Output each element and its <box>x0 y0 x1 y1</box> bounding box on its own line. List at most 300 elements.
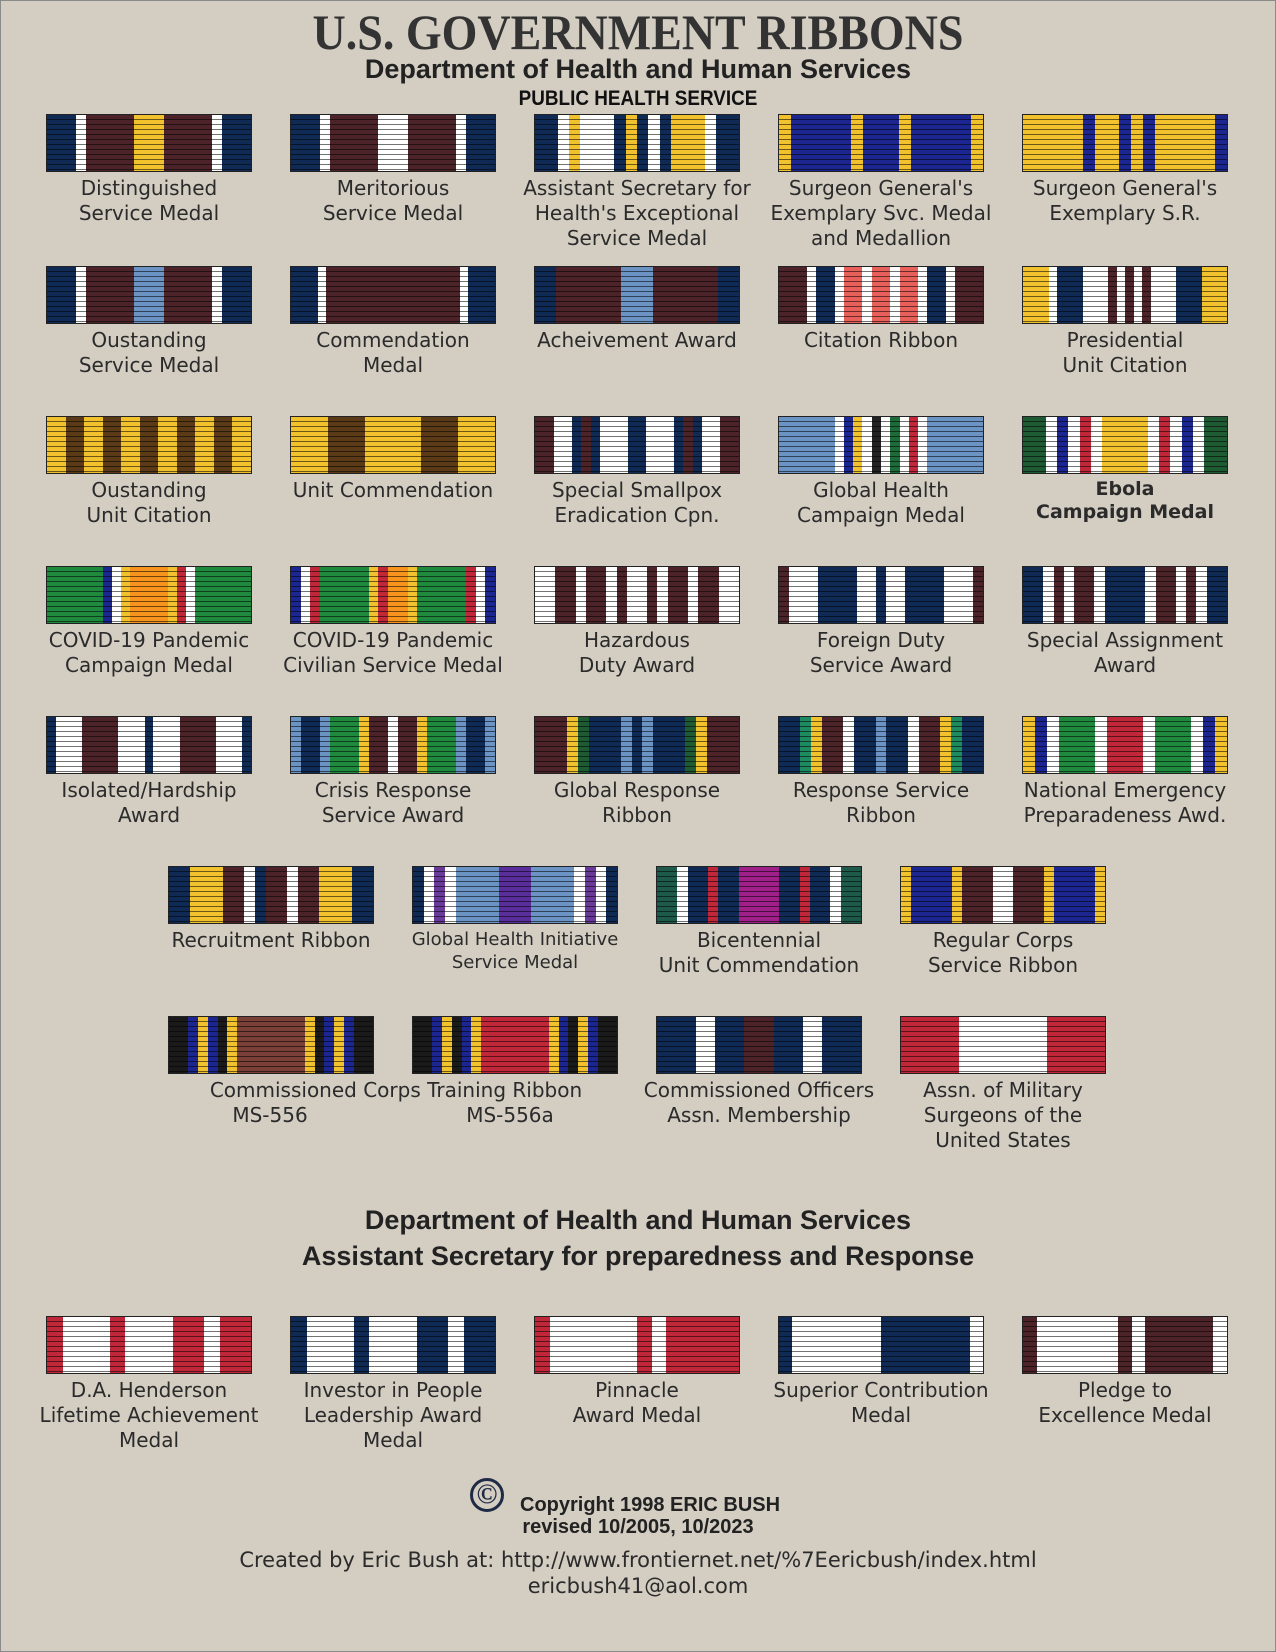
ribbon-stripe <box>237 1017 306 1073</box>
department-title: Department of Health and Human Services <box>364 54 912 84</box>
ribbon-stripe <box>1023 567 1044 623</box>
ribbon-stripe <box>962 867 993 923</box>
ribbon-stripe <box>637 1317 652 1373</box>
ribbon-caption: Crisis Response Service Award <box>314 778 472 827</box>
ribbon-stripe <box>657 1017 696 1073</box>
ribbon-response-service-ribbon <box>778 716 984 774</box>
ribbon-stripe <box>164 115 213 171</box>
ribbon-stripe <box>648 115 660 171</box>
ribbon-stripe <box>971 115 984 171</box>
ribbon-stripe <box>86 267 135 323</box>
ribbon-stripe <box>707 717 740 773</box>
ribbon-stripe <box>1143 115 1156 171</box>
ribbon-caption: Global Response Ribbon <box>553 778 721 827</box>
ribbon-stripe <box>242 717 251 773</box>
ribbon-stripe <box>901 1017 960 1073</box>
ribbon-stripe <box>589 717 622 773</box>
ribbon-stripe <box>1118 1317 1132 1373</box>
ribbon-stripe <box>535 267 557 323</box>
ribbon-stripe <box>816 267 835 323</box>
ribbon-stripe <box>499 867 532 923</box>
ribbon-stripe <box>555 567 576 623</box>
ribbon-caption: Pinnacle Award Medal <box>572 1378 702 1427</box>
ribbon-stripe <box>841 867 862 923</box>
ribbon-stripe <box>287 867 298 923</box>
ribbon-stripe <box>854 717 876 773</box>
ribbon-surgeon-general-s-exemplary-svc-medal-and-medallion <box>778 114 984 172</box>
ribbon-investor-in-people-leadership-award-medal <box>290 1316 496 1374</box>
ribbon-stripe <box>911 115 972 171</box>
ribbon-stripe <box>600 417 628 473</box>
ribbon-global-health-initiative-service-medal <box>412 866 618 924</box>
revised-text: revised 10/2005, 10/2023 <box>522 1516 754 1538</box>
ribbon-stripe <box>398 717 418 773</box>
ribbon-caption: Commissioned Officers Assn. Membership <box>643 1078 875 1127</box>
ribbon-foreign-duty-service-award <box>778 566 984 624</box>
ribbon-stripe <box>417 1317 449 1373</box>
ribbon-stripe <box>222 267 252 323</box>
ribbon-ebola-campaign-medal <box>1022 416 1228 474</box>
ribbon-stripe <box>1148 417 1160 473</box>
ribbon-stripe <box>173 1317 205 1373</box>
ribbon-stripe <box>1132 1317 1146 1373</box>
ribbon-stripe <box>822 717 844 773</box>
ribbon-stripe <box>535 115 558 171</box>
ribbon-stripe <box>688 567 699 623</box>
ribbon-stripe <box>485 567 495 623</box>
ribbon-national-emergency-preparadeness-awd <box>1022 716 1228 774</box>
ribbon-stripe <box>554 417 573 473</box>
ribbon-caption: Meritorious Service Medal <box>322 176 464 225</box>
ribbon-stripe <box>668 567 689 623</box>
ribbon-stripe <box>576 567 587 623</box>
ribbon-stripe <box>1107 717 1144 773</box>
ribbon-stripe <box>652 1317 667 1373</box>
copyright-text: Copyright 1998 ERIC BUSH <box>520 1494 781 1516</box>
ribbon-stripe <box>596 867 607 923</box>
ribbon-caption: Commendation Medal <box>316 328 470 377</box>
ribbon-stripe <box>962 717 984 773</box>
ribbon-caption: Acheivement Award <box>537 328 737 352</box>
ribbon-stripe <box>1083 267 1109 323</box>
ribbon-acheivement-award <box>534 266 740 324</box>
aspr-title-line-2: Assistant Secretary for preparedness and Response <box>301 1241 975 1271</box>
email-link[interactable]: ericbush41@aol.com <box>527 1574 749 1598</box>
ribbon-stripe <box>427 717 457 773</box>
ribbon-stripe <box>1207 567 1228 623</box>
ribbon-stripe <box>1105 567 1146 623</box>
ribbon-stripe <box>626 115 638 171</box>
ribbon-stripe <box>970 1317 983 1373</box>
ribbon-meritorious-service-medal <box>290 114 496 172</box>
ribbon-stripe <box>445 867 456 923</box>
ribbon-stripe <box>56 717 83 773</box>
ribbon-stripe <box>886 567 906 623</box>
ribbon-stripe <box>1013 867 1044 923</box>
ribbon-stripe <box>779 417 835 473</box>
ribbon-pledge-to-excellence-medal <box>1022 1316 1228 1374</box>
ribbon-presidential-unit-citation <box>1022 266 1228 324</box>
ribbon-commissioned-officers-assn-membership <box>656 1016 862 1074</box>
ribbon-stripe <box>702 417 721 473</box>
ribbon-caption: Bicentennial Unit Commendation <box>658 928 860 977</box>
ribbon-stripe <box>66 417 85 473</box>
ribbon-stripe <box>585 867 596 923</box>
ribbon-stripe <box>1151 267 1177 323</box>
ribbon-stripe <box>255 867 266 923</box>
ribbon-stripe <box>646 417 674 473</box>
ribbon-caption: Surgeon General's Exemplary S.R. <box>1032 176 1218 225</box>
ribbon-stripe <box>993 867 1014 923</box>
ribbon-oustanding-service-medal <box>46 266 252 324</box>
ribbon-citation-ribbon <box>778 266 984 324</box>
ribbon-stripe <box>158 417 177 473</box>
ribbon-stripe <box>688 867 709 923</box>
ribbon-stripe <box>307 1317 355 1373</box>
ribbon-stripe <box>417 567 466 623</box>
ribbon-stripe <box>779 717 801 773</box>
ribbon-stripe <box>1068 417 1080 473</box>
ribbon-stripe <box>789 567 819 623</box>
ribbon-stripe <box>779 1317 792 1373</box>
ribbon-caption: Presidential Unit Citation <box>1062 328 1188 377</box>
ribbon-stripe <box>214 417 233 473</box>
ribbon-stripe <box>653 717 686 773</box>
ribbon-caption: Isolated/Hardship Award <box>61 778 237 827</box>
ribbon-stripe <box>660 115 672 171</box>
ribbon-stripe <box>685 717 696 773</box>
ribbon-caption: Investor in People Leadership Award Medal <box>303 1378 483 1452</box>
ribbon-stripe <box>677 867 688 923</box>
ribbon-stripe <box>1023 115 1084 171</box>
ribbon-stripe <box>973 567 983 623</box>
ribbon-stripe <box>574 867 585 923</box>
ribbon-stripe <box>569 115 581 171</box>
ribbon-stripe <box>952 867 963 923</box>
ribbon-stripe <box>606 567 617 623</box>
ribbon-stripe <box>291 115 321 171</box>
ribbon-stripe <box>1094 567 1105 623</box>
ribbon-stripe <box>800 717 811 773</box>
ribbon-caption: Regular Corps Service Ribbon <box>927 928 1079 977</box>
ribbon-caption: Special Assignment Award <box>1026 628 1224 677</box>
ribbon-stripe <box>1074 567 1095 623</box>
ribbon-stripe <box>110 1317 126 1373</box>
ribbon-stripe <box>1131 115 1144 171</box>
ribbon-stripe <box>424 867 435 923</box>
ribbon-stripe <box>698 567 719 623</box>
ribbon-stripe <box>47 115 77 171</box>
ribbon-stripe <box>47 267 77 323</box>
ribbon-stripe <box>1143 717 1156 773</box>
ribbon-stripe <box>911 867 952 923</box>
ribbon-stripe <box>326 267 460 323</box>
ribbon-assn-of-military-surgeons-of-the-united-states <box>900 1016 1106 1074</box>
ribbon-stripe <box>1054 867 1095 923</box>
ribbon-stripe <box>666 1317 739 1373</box>
ribbon-stripe <box>800 867 811 923</box>
ribbon-stripe <box>586 567 607 623</box>
ribbon-stripe <box>169 1017 189 1073</box>
ribbon-oustanding-unit-citation <box>46 416 252 474</box>
ribbon-stripe <box>940 717 951 773</box>
ribbon-stripe <box>628 417 647 473</box>
ribbon-stripe <box>744 1017 774 1073</box>
ribbon-caption: Superior Contribution Medal <box>773 1378 989 1427</box>
ribbon-stripe <box>1170 417 1182 473</box>
ribbon-stripe <box>1080 417 1092 473</box>
ribbon-stripe <box>464 1317 496 1373</box>
ribbon-stripe <box>354 1317 370 1373</box>
ribbon-stripe <box>118 717 145 773</box>
ribbon-stripe <box>810 867 831 923</box>
ribbon-stripe <box>558 115 570 171</box>
ribbon-stripe <box>606 867 617 923</box>
ribbon-stripe <box>951 717 962 773</box>
ribbon-stripe <box>319 867 352 923</box>
aspr-title-line-1: Department of Health and Human Services <box>364 1205 912 1235</box>
ribbon-stripe <box>621 267 654 323</box>
ribbon-caption: Recruitment Ribbon <box>171 928 371 952</box>
ribbon-stripe <box>708 867 719 923</box>
ribbon-stripe <box>578 717 589 773</box>
ribbon-stripe <box>369 1317 417 1373</box>
ribbon-caption: Oustanding Service Medal <box>78 328 220 377</box>
ribbon-stripe <box>899 115 912 171</box>
ribbon-stripe <box>130 567 168 623</box>
ribbon-stripe <box>1159 417 1171 473</box>
training-ribbon-code: MS-556 <box>232 1103 308 1127</box>
ribbon-regular-corps-service-ribbon <box>900 866 1106 924</box>
ribbon-stripe <box>1215 115 1228 171</box>
ribbon-global-response-ribbon <box>534 716 740 774</box>
ribbon-stripe <box>1054 567 1065 623</box>
ribbon-stripe <box>718 267 740 323</box>
ribbon-stripe <box>1059 717 1096 773</box>
ribbon-stripe <box>223 867 245 923</box>
ribbon-stripe <box>792 1317 882 1373</box>
ribbon-stripe <box>1091 417 1103 473</box>
ribbon-stripe <box>803 1017 823 1073</box>
ribbon-stripe <box>716 115 739 171</box>
ribbon-commendation-medal <box>290 266 496 324</box>
ribbon-stripe <box>86 115 135 171</box>
ribbon-ribbon-30 <box>412 1016 618 1074</box>
ribbon-stripe <box>232 417 251 473</box>
ribbon-stripe <box>1044 867 1055 923</box>
ribbon-caption: Assn. of Military Surgeons of the United States <box>923 1078 1083 1152</box>
ribbon-stripe <box>82 717 118 773</box>
ribbon-stripe <box>1035 717 1048 773</box>
ribbon-stripe <box>134 115 164 171</box>
ribbon-stripe <box>1202 267 1228 323</box>
ribbon-stripe <box>1176 267 1202 323</box>
ribbon-caption: Surgeon General's Exemplary Svc. Medal and Medallion <box>770 176 992 250</box>
ribbon-stripe <box>1204 417 1227 473</box>
ribbon-stripe <box>857 567 877 623</box>
ribbon-d-a-henderson-lifetime-achievement-medal <box>46 1316 252 1374</box>
ribbon-stripe <box>822 1017 861 1073</box>
ribbon-stripe <box>140 417 159 473</box>
ribbon-stripe <box>244 867 255 923</box>
ribbon-stripe <box>153 717 180 773</box>
ribbon-stripe <box>811 717 822 773</box>
ribbon-stripe <box>330 717 360 773</box>
ribbon-hazardous-duty-award <box>534 566 740 624</box>
ribbon-stripe <box>301 717 321 773</box>
ribbon-stripe <box>1037 1317 1119 1373</box>
ribbon-stripe <box>204 1317 220 1373</box>
ribbon-stripe <box>567 717 578 773</box>
page-title: U.S. GOVERNMENT RIBBONS <box>312 4 964 60</box>
ribbon-stripe <box>863 115 900 171</box>
ribbon-bicentennial-unit-commendation <box>656 866 862 924</box>
created-by-link[interactable]: Created by Eric Bush at: http://www.frontiernet.net/%7Eericbush/index.html <box>239 1548 1037 1572</box>
ribbon-stripe <box>320 567 369 623</box>
ribbon-stripe <box>1155 115 1216 171</box>
ribbon-caption: Foreign Duty Service Award <box>809 628 953 677</box>
ribbon-stripe <box>851 115 864 171</box>
ribbon-stripe <box>927 267 946 323</box>
ribbon-stripe <box>1057 267 1083 323</box>
training-ribbon-code: MS-556a <box>466 1103 554 1127</box>
ribbon-stripe <box>190 867 223 923</box>
aspr-section-title <box>0 1202 1276 1274</box>
ribbon-covid-19-pandemic-civilian-service-medal <box>290 566 496 624</box>
ribbon-stripe <box>1186 567 1197 623</box>
ribbon-distinguished-service-medal <box>46 114 252 172</box>
ribbon-stripe <box>653 267 718 323</box>
ribbon-stripe <box>378 115 408 171</box>
ribbon-stripe <box>779 115 792 171</box>
ribbon-stripe <box>718 867 739 923</box>
ribbon-stripe <box>328 417 366 473</box>
ribbon-stripe <box>844 267 863 323</box>
ribbon-stripe <box>598 1017 618 1073</box>
ribbon-stripe <box>47 1317 63 1373</box>
ribbon-stripe <box>434 867 445 923</box>
ribbon-stripe <box>468 267 495 323</box>
ribbon-caption: Special Smallpox Eradication Cpn. <box>551 478 723 527</box>
ribbon-stripe <box>421 417 459 473</box>
ribbon-stripe <box>818 567 857 623</box>
ribbon-stripe <box>63 1317 111 1373</box>
ribbon-stripe <box>125 1317 173 1373</box>
ribbon-stripe <box>1047 717 1060 773</box>
ribbon-stripe <box>1095 115 1120 171</box>
ribbon-stripe <box>647 567 658 623</box>
ribbon-stripe <box>1191 717 1204 773</box>
ribbon-stripe <box>408 115 457 171</box>
ribbon-stripe <box>1145 567 1156 623</box>
ribbon-special-smallpox-eradication-cpn <box>534 416 740 474</box>
ribbon-stripe <box>779 267 807 323</box>
copyright-icon: © <box>470 1478 504 1512</box>
ribbon-stripe <box>657 567 668 623</box>
ribbon-stripe <box>180 717 216 773</box>
ribbon-training-ms-556a <box>168 1016 374 1074</box>
ribbon-stripe <box>1145 1317 1214 1373</box>
ribbon-stripe <box>121 417 140 473</box>
ribbon-stripe <box>944 567 974 623</box>
ribbon-stripe <box>47 567 103 623</box>
ribbon-stripe <box>617 567 628 623</box>
ribbon-unit-commendation <box>290 416 496 474</box>
ribbon-stripe <box>84 417 103 473</box>
ribbon-stripe <box>535 567 556 623</box>
ribbon-stripe <box>886 717 908 773</box>
ribbon-stripe <box>195 417 214 473</box>
ribbon-stripe <box>134 267 164 323</box>
ribbon-stripe <box>485 717 495 773</box>
ribbon-stripe <box>1196 567 1207 623</box>
ribbon-stripe <box>413 867 424 923</box>
ribbon-stripe <box>291 417 329 473</box>
ribbon-assistant-secretary-for-health-s-exceptional-service-medal <box>534 114 740 172</box>
ribbon-stripe <box>955 267 983 323</box>
ribbon-caption: Ebola Campaign Medal <box>1036 478 1214 523</box>
ribbon-stripe <box>791 115 852 171</box>
ribbon-stripe <box>705 115 717 171</box>
ribbon-stripe <box>481 1017 550 1073</box>
ribbon-stripe <box>774 1017 804 1073</box>
ribbon-special-assignment-award <box>1022 566 1228 624</box>
ribbon-caption: Global Health Initiative Service Medal <box>411 929 619 973</box>
ribbon-stripe <box>900 267 919 323</box>
ribbon-stripe <box>330 115 379 171</box>
ribbon-stripe <box>1155 717 1192 773</box>
ribbon-stripe <box>531 867 575 923</box>
ribbon-stripe <box>550 1317 638 1373</box>
ribbon-stripe <box>103 417 122 473</box>
ribbon-caption: Distinguished Service Medal <box>78 176 220 225</box>
ribbon-stripe <box>164 267 213 323</box>
ribbon-caption: D.A. Henderson Lifetime Achievement Medal <box>39 1378 259 1452</box>
ribbon-stripe <box>535 717 568 773</box>
ribbon-stripe <box>1043 567 1054 623</box>
ribbon-stripe <box>901 867 912 923</box>
ribbon-stripe <box>637 115 649 171</box>
ribbon-stripe <box>621 717 632 773</box>
ribbon-stripe <box>298 867 320 923</box>
ribbon-stripe <box>535 417 554 473</box>
ribbon-caption: Oustanding Unit Citation <box>86 478 212 527</box>
ribbon-stripe <box>195 567 251 623</box>
ribbon-stripe <box>580 115 615 171</box>
ribbon-stripe <box>1156 567 1177 623</box>
ribbon-stripe <box>632 717 643 773</box>
ribbon-stripe <box>843 717 854 773</box>
ribbon-stripe <box>1203 717 1216 773</box>
ribbon-stripe <box>1215 717 1228 773</box>
service-title: PUBLIC HEALTH SERVICE <box>518 87 758 110</box>
ribbon-stripe <box>291 1317 307 1373</box>
ribbon-caption: National Emergency Preparadeness Awd. <box>1023 778 1227 827</box>
ribbon-stripe <box>216 717 243 773</box>
ribbon-stripe <box>177 417 196 473</box>
ribbon-stripe <box>881 1317 971 1373</box>
ribbon-stripe <box>1119 115 1132 171</box>
ribbon-stripe <box>919 717 941 773</box>
ribbon-stripe <box>1193 417 1205 473</box>
ribbon-caption: Hazardous Duty Award <box>578 628 696 677</box>
ribbon-global-health-campaign-medal <box>778 416 984 474</box>
ribbon-superior-contribution-medal <box>778 1316 984 1374</box>
ribbon-stripe <box>220 1317 252 1373</box>
ribbon-stripe <box>458 417 496 473</box>
ribbon-recruitment-ribbon <box>168 866 374 924</box>
training-ribbon-label: Commissioned Corps Training Ribbon <box>209 1078 583 1102</box>
